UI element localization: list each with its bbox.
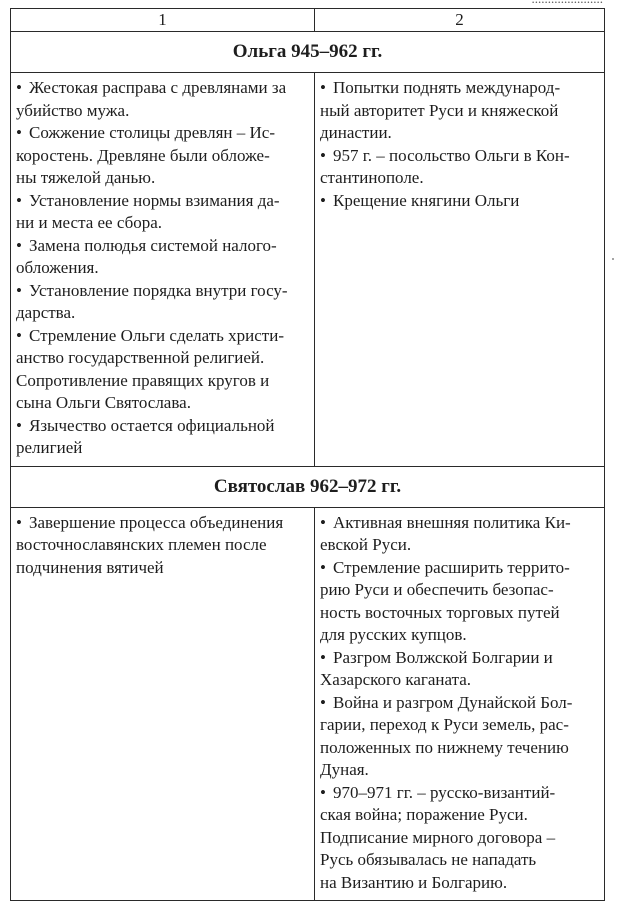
bullet-item [16,190,308,235]
bullet-item [320,145,598,190]
cropped-header-text [532,0,604,7]
bullet-line: • Сожжение столицы древлян – Ис- [29,122,308,145]
bullet-line: • 970–971 гг. – русско-византий- [333,782,598,805]
bullet-item [320,77,598,145]
bullet-line: на Византию и Болгарию. [320,872,508,892]
bullet-line: ность восточных торговых путей [320,602,560,622]
bullet-line: восточнославянских племен после [16,535,267,554]
history-table [10,8,605,901]
column-number-1: 1 [11,9,315,32]
bullet-line: династии. [320,123,392,142]
bullet-item [320,190,598,213]
bullet-item [320,557,598,647]
bullet-marker: • [16,123,22,142]
bullet-line: • 957 г. – посольство Ольги в Кон- [333,145,598,168]
column-number-row [11,9,605,32]
section-title-olga: Ольга 945–962 гг. [11,32,605,73]
bullet-item [320,512,598,557]
bullet-marker: • [320,782,326,802]
bullet-line: сына Ольги Святослава. [16,393,191,412]
bullet-line: Сопротивление правящих кругов и [16,370,270,390]
bullet-marker: • [320,692,326,712]
bullet-line: • Установление порядка внутри госу- [29,280,308,303]
bullet-marker: • [320,512,326,532]
bullet-marker: • [16,190,22,210]
bullet-line: • Разгром Волжской Болгарии и [333,647,598,670]
olga-domestic-policy-cell [11,73,315,467]
bullet-line: • Завершение процесса объединения [29,512,308,535]
bullet-line: религией [16,438,83,457]
bullet-line: • Язычество остается официальной [29,415,308,438]
bullet-item [16,122,308,190]
section-header-row [11,32,605,73]
scan-speck [612,258,614,260]
bullet-line: • Попытки поднять международ- [333,77,598,100]
bullet-line: ный авторитет Руси и княжеской [320,100,559,120]
bullet-marker: • [16,325,22,345]
bullet-marker: • [320,557,326,577]
bullet-marker: • [16,512,22,532]
svyatoslav-foreign-policy-cell [315,507,605,901]
bullet-line: • Жестокая расправа с древлянами за [29,77,308,100]
bullet-line: Русь обязывалась не нападать [320,850,537,869]
section-header-row [11,466,605,507]
bullet-marker: • [16,415,22,435]
bullet-line: ни и места ее сбора. [16,213,163,232]
bullet-line: • Замена полюдья системой налого- [29,235,308,258]
bullet-line: • Война и разгром Дунайской Бол- [333,692,598,715]
bullet-line: ская война; поражение Руси. [320,805,528,824]
section-content-row [11,507,605,901]
bullet-item [16,415,308,460]
bullet-line: анство государственной религией. [16,348,265,367]
bullet-item [16,77,308,122]
svyatoslav-domestic-policy-cell [11,507,315,901]
bullet-line: для русских купцов. [320,625,467,644]
bullet-line: • Стремление Ольги сделать христи- [29,325,308,348]
bullet-line: Хазарского каганата. [320,670,472,689]
bullet-item [320,647,598,692]
bullet-marker: • [16,280,22,300]
bullet-item [320,692,598,782]
bullet-line: • Стремление расширить террито- [333,557,598,580]
bullet-marker: • [16,235,22,255]
bullet-marker: • [320,190,326,210]
bullet-line: Подписание мирного договора – [320,827,556,847]
bullet-marker: • [320,78,326,97]
bullet-marker: • [320,647,326,667]
bullet-marker: • [320,145,326,165]
bullet-line: убийство мужа. [16,100,130,120]
bullet-item [320,782,598,895]
bullet-line: рию Руси и обеспечить безопас- [320,580,554,599]
bullet-line: Дуная. [320,760,369,779]
column-number-2: 2 [315,9,605,32]
bullet-item [16,235,308,280]
section-title-svyatoslav: Святослав 962–972 гг. [11,466,605,507]
bullet-line: подчинения вятичей [16,557,164,577]
olga-foreign-policy-cell [315,73,605,467]
bullet-line: • Крещение княгини Ольги [333,190,598,213]
bullet-item [16,512,308,580]
bullet-line: • Активная внешняя политика Ки- [333,512,598,535]
bullet-line: стантинополе. [320,168,424,187]
bullet-line: ны тяжелой данью. [16,168,156,187]
bullet-line: дарства. [16,303,76,322]
bullet-marker: • [16,78,22,97]
bullet-item [16,280,308,325]
section-content-row [11,73,605,467]
bullet-line: евской Руси. [320,535,412,554]
bullet-line: обложения. [16,258,99,277]
bullet-line: • Установление нормы взимания да- [29,190,308,213]
bullet-line: гарии, переход к Руси земель, рас- [320,715,569,734]
bullet-line: коростень. Древляне были обложе- [16,145,270,165]
bullet-line: положенных по нижнему течению [320,737,569,757]
bullet-item [16,325,308,415]
